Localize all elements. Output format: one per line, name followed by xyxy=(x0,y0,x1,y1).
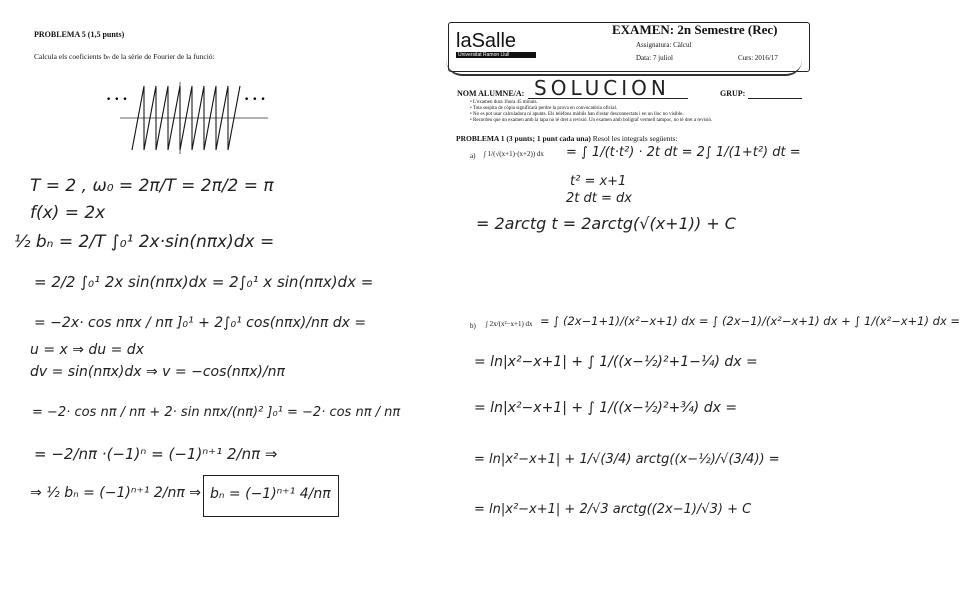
exam-course: Curs: 2016/17 xyxy=(738,54,778,62)
rule-item: • No es pot usar calculadora ni apunts. Els telèfons mòbils han d'estar desconnectats i en un lloc no visible. xyxy=(470,112,684,117)
group-label: GRUP: xyxy=(720,89,746,98)
header-ribbon xyxy=(446,60,802,76)
left-line-6: u = x ⇒ du = dx xyxy=(30,342,144,358)
left-line-1: T = 2 , ω₀ = 2π/T = 2π/2 = π xyxy=(30,176,274,196)
problem-1-heading xyxy=(456,134,677,143)
group-underline xyxy=(748,98,802,99)
left-problem-statement: Calcula els coeficients bₙ de la sèrie de Fourier de la funció: xyxy=(34,52,215,61)
left-problem-title: PROBLEMA 5 (1,5 punts) xyxy=(34,30,125,39)
left-line-7: dv = sin(nπx)dx ⇒ v = −cos(nπx)/nπ xyxy=(30,364,285,380)
graph-dots-left: • • • xyxy=(106,95,128,105)
lasalle-logo-bar xyxy=(456,52,536,58)
rule-item: • Recordeu que un examen amb la tapa no té dret a revisió. Un examen amb bolígraf vermell tampoc, no té dret a revisió. xyxy=(470,118,713,123)
graph-dots-right: • • • xyxy=(244,95,266,105)
sawtooth-graph xyxy=(100,78,270,158)
part-b-line-3: = ln|x²−x+1| + ∫ 1/((x−½)²+¾) dx = xyxy=(474,400,738,416)
problem-1-title: PROBLEMA 1 (3 punts; 1 punt cada una) xyxy=(456,134,591,143)
part-b-label: b) xyxy=(470,322,476,330)
part-a-line-3: 2t dt = dx xyxy=(566,191,632,206)
left-line-10: ⇒ ½ bₙ = (−1)ⁿ⁺¹ 2/nπ ⇒ xyxy=(30,485,202,501)
problem-1-statement: Resol les integrals següents: xyxy=(592,134,678,143)
boxed-answer: bₙ = (−1)ⁿ⁺¹ 4/nπ xyxy=(210,486,331,502)
left-line-9: = −2/nπ ·(−1)ⁿ = (−1)ⁿ⁺¹ 2/nπ ⇒ xyxy=(34,445,278,463)
lasalle-logo-subtext: Universitat Ramon Llull xyxy=(458,52,510,58)
student-name: SOLUCION xyxy=(534,76,670,100)
name-label: NOM ALUMNE/A: xyxy=(457,89,525,98)
part-b-line-4: = ln|x²−x+1| + 1/√(3/4) arctg((x−½)/√(3/4)) = xyxy=(474,452,780,467)
left-line-8: = −2· cos nπ / nπ + 2· sin nπx/(nπ)² ]₀¹ = −2· cos nπ / nπ xyxy=(32,405,401,420)
left-line-2: f(x) = 2x xyxy=(30,203,106,223)
left-line-4: = 2/2 ∫₀¹ 2x sin(nπx)dx = 2∫₀¹ x sin(nπx)dx = xyxy=(34,273,374,291)
rule-item: • Tota sospita de còpia significarà perdre la prova en convocatòria oficial. xyxy=(470,106,618,111)
left-line-3: ½ bₙ = 2/T ∫₀¹ 2x·sin(nπx)dx = xyxy=(14,232,275,252)
lasalle-logo: laSalle xyxy=(456,30,517,52)
exam-title: EXAMEN: 2n Semestre (Rec) xyxy=(612,22,778,37)
exam-rules xyxy=(470,100,712,124)
part-a-label: a) xyxy=(470,152,476,160)
part-b-line-2: = ln|x²−x+1| + ∫ 1/((x−½)²+1−¼) dx = xyxy=(474,354,758,370)
part-a-line-1: = ∫ 1/(t·t²) · 2t dt = 2∫ 1/(1+t²) dt = xyxy=(566,145,801,160)
exam-subject: Assignatura: Càlcul xyxy=(636,41,692,49)
part-b-line-1: = ∫ (2x−1+1)/(x²−x+1) dx = ∫ (2x−1)/(x²−x+1) dx + ∫ 1/(x²−x+1) dx = xyxy=(540,314,960,328)
rule-item: • L'examen dura 1hora 45 minuts. xyxy=(470,100,538,105)
part-a-line-4: = 2arctg t = 2arctg(√(x+1)) + C xyxy=(476,214,736,233)
part-b-integral: ∫ 2x/(x²−x+1) dx xyxy=(486,320,533,328)
part-a-integral: ∫ 1/(√(x+1)·(x+2)) dx xyxy=(484,150,544,158)
part-a-line-2: t² = x+1 xyxy=(570,174,627,189)
exam-date: Data: 7 juliol xyxy=(636,54,673,62)
left-line-5: = −2x· cos nπx / nπ ]₀¹ + 2∫₀¹ cos(nπx)/nπ dx = xyxy=(34,315,367,331)
part-b-line-5: = ln|x²−x+1| + 2/√3 arctg((2x−1)/√3) + C xyxy=(474,502,752,517)
